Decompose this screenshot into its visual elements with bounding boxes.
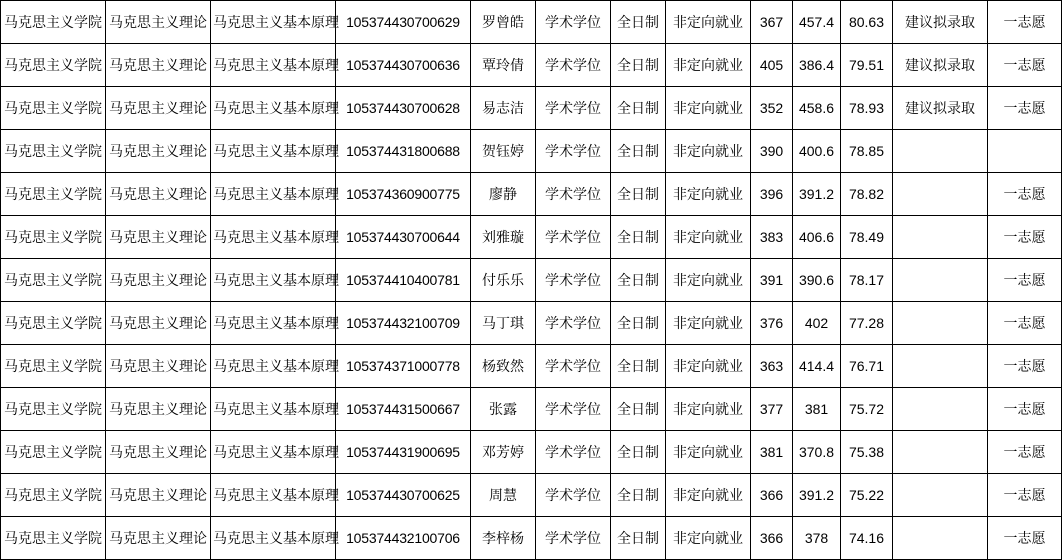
table-row <box>1 130 1062 173</box>
cell-score2: 386.4 <box>793 44 841 87</box>
cell-score1: 352 <box>751 87 793 130</box>
cell-degree-type: 学术学位 <box>536 345 611 388</box>
cell-result <box>893 431 988 474</box>
cell-score2: 457.4 <box>793 1 841 44</box>
cell-student-id: 105374431500667 <box>336 388 471 431</box>
cell-score1: 383 <box>751 216 793 259</box>
cell-name: 李梓杨 <box>471 517 536 560</box>
cell-student-id: 105374430700644 <box>336 216 471 259</box>
cell-name: 张露 <box>471 388 536 431</box>
cell-total: 78.93 <box>841 87 893 130</box>
cell-name: 贺钰婷 <box>471 130 536 173</box>
cell-total: 78.49 <box>841 216 893 259</box>
table-row <box>1 345 1062 388</box>
cell-total: 75.72 <box>841 388 893 431</box>
cell-college: 马克思主义学院 <box>1 388 106 431</box>
cell-volunteer: 一志愿 <box>988 517 1062 560</box>
cell-college: 马克思主义学院 <box>1 302 106 345</box>
cell-score1: 377 <box>751 388 793 431</box>
cell-degree-type: 学术学位 <box>536 130 611 173</box>
cell-result <box>893 259 988 302</box>
cell-score2: 400.6 <box>793 130 841 173</box>
table-row <box>1 431 1062 474</box>
table-row <box>1 259 1062 302</box>
cell-volunteer: 一志愿 <box>988 1 1062 44</box>
cell-study-mode: 全日制 <box>611 44 666 87</box>
cell-major-category: 马克思主义理论 <box>106 517 211 560</box>
cell-study-mode: 全日制 <box>611 474 666 517</box>
cell-score2: 370.8 <box>793 431 841 474</box>
cell-major: 马克思主义基本原理 <box>211 173 336 216</box>
cell-degree-type: 学术学位 <box>536 216 611 259</box>
cell-employment-type: 非定向就业 <box>666 517 751 560</box>
cell-student-id: 105374431800688 <box>336 130 471 173</box>
cell-result: 建议拟录取 <box>893 1 988 44</box>
cell-major: 马克思主义基本原理 <box>211 517 336 560</box>
table-body <box>1 1 1062 560</box>
cell-study-mode: 全日制 <box>611 431 666 474</box>
cell-study-mode: 全日制 <box>611 345 666 388</box>
cell-college: 马克思主义学院 <box>1 345 106 388</box>
table-row <box>1 173 1062 216</box>
cell-major-category: 马克思主义理论 <box>106 474 211 517</box>
cell-score1: 390 <box>751 130 793 173</box>
cell-major: 马克思主义基本原理 <box>211 259 336 302</box>
cell-score1: 391 <box>751 259 793 302</box>
cell-employment-type: 非定向就业 <box>666 130 751 173</box>
cell-employment-type: 非定向就业 <box>666 1 751 44</box>
cell-name: 覃玲倩 <box>471 44 536 87</box>
table-row <box>1 474 1062 517</box>
cell-name: 杨致然 <box>471 345 536 388</box>
cell-result <box>893 474 988 517</box>
cell-total: 80.63 <box>841 1 893 44</box>
cell-major-category: 马克思主义理论 <box>106 1 211 44</box>
cell-major: 马克思主义基本原理 <box>211 1 336 44</box>
cell-volunteer: 一志愿 <box>988 388 1062 431</box>
cell-degree-type: 学术学位 <box>536 474 611 517</box>
cell-student-id: 105374431900695 <box>336 431 471 474</box>
cell-major: 马克思主义基本原理 <box>211 216 336 259</box>
cell-score1: 366 <box>751 517 793 560</box>
cell-college: 马克思主义学院 <box>1 216 106 259</box>
cell-major: 马克思主义基本原理 <box>211 44 336 87</box>
cell-score1: 366 <box>751 474 793 517</box>
cell-employment-type: 非定向就业 <box>666 431 751 474</box>
cell-major-category: 马克思主义理论 <box>106 345 211 388</box>
cell-score1: 396 <box>751 173 793 216</box>
cell-major-category: 马克思主义理论 <box>106 431 211 474</box>
cell-student-id: 105374430700629 <box>336 1 471 44</box>
cell-major-category: 马克思主义理论 <box>106 44 211 87</box>
cell-volunteer: 一志愿 <box>988 431 1062 474</box>
cell-total: 77.28 <box>841 302 893 345</box>
cell-score2: 391.2 <box>793 173 841 216</box>
cell-degree-type: 学术学位 <box>536 173 611 216</box>
cell-major-category: 马克思主义理论 <box>106 173 211 216</box>
cell-study-mode: 全日制 <box>611 388 666 431</box>
cell-degree-type: 学术学位 <box>536 388 611 431</box>
cell-score1: 381 <box>751 431 793 474</box>
cell-student-id: 105374430700625 <box>336 474 471 517</box>
cell-result <box>893 517 988 560</box>
cell-college: 马克思主义学院 <box>1 173 106 216</box>
cell-college: 马克思主义学院 <box>1 44 106 87</box>
cell-score2: 381 <box>793 388 841 431</box>
cell-total: 75.38 <box>841 431 893 474</box>
cell-name: 刘雅璇 <box>471 216 536 259</box>
cell-major: 马克思主义基本原理 <box>211 388 336 431</box>
cell-name: 马丁琪 <box>471 302 536 345</box>
cell-employment-type: 非定向就业 <box>666 259 751 302</box>
cell-score2: 378 <box>793 517 841 560</box>
cell-major-category: 马克思主义理论 <box>106 388 211 431</box>
cell-study-mode: 全日制 <box>611 259 666 302</box>
cell-student-id: 105374432100706 <box>336 517 471 560</box>
cell-student-id: 105374371000778 <box>336 345 471 388</box>
cell-name: 易志洁 <box>471 87 536 130</box>
cell-student-id: 105374430700628 <box>336 87 471 130</box>
cell-student-id: 105374430700636 <box>336 44 471 87</box>
cell-major: 马克思主义基本原理 <box>211 345 336 388</box>
cell-major: 马克思主义基本原理 <box>211 431 336 474</box>
cell-employment-type: 非定向就业 <box>666 216 751 259</box>
cell-total: 79.51 <box>841 44 893 87</box>
cell-college: 马克思主义学院 <box>1 130 106 173</box>
cell-result <box>893 130 988 173</box>
cell-degree-type: 学术学位 <box>536 431 611 474</box>
cell-student-id: 105374360900775 <box>336 173 471 216</box>
cell-name: 周慧 <box>471 474 536 517</box>
cell-major-category: 马克思主义理论 <box>106 302 211 345</box>
cell-degree-type: 学术学位 <box>536 87 611 130</box>
cell-result <box>893 388 988 431</box>
cell-student-id: 105374410400781 <box>336 259 471 302</box>
cell-study-mode: 全日制 <box>611 216 666 259</box>
cell-study-mode: 全日制 <box>611 130 666 173</box>
cell-college: 马克思主义学院 <box>1 1 106 44</box>
cell-volunteer: 一志愿 <box>988 216 1062 259</box>
cell-name: 付乐乐 <box>471 259 536 302</box>
cell-score1: 363 <box>751 345 793 388</box>
cell-result <box>893 345 988 388</box>
cell-college: 马克思主义学院 <box>1 87 106 130</box>
cell-total: 78.17 <box>841 259 893 302</box>
cell-score1: 367 <box>751 1 793 44</box>
table-row <box>1 216 1062 259</box>
cell-study-mode: 全日制 <box>611 87 666 130</box>
cell-result: 建议拟录取 <box>893 87 988 130</box>
cell-major: 马克思主义基本原理 <box>211 474 336 517</box>
cell-total: 78.85 <box>841 130 893 173</box>
cell-volunteer: 一志愿 <box>988 173 1062 216</box>
cell-score2: 402 <box>793 302 841 345</box>
cell-score2: 458.6 <box>793 87 841 130</box>
table-row <box>1 1 1062 44</box>
cell-result <box>893 216 988 259</box>
cell-total: 78.82 <box>841 173 893 216</box>
cell-name: 罗曾皓 <box>471 1 536 44</box>
cell-employment-type: 非定向就业 <box>666 87 751 130</box>
cell-volunteer: 一志愿 <box>988 302 1062 345</box>
cell-degree-type: 学术学位 <box>536 1 611 44</box>
cell-score2: 390.6 <box>793 259 841 302</box>
cell-volunteer: 一志愿 <box>988 345 1062 388</box>
cell-study-mode: 全日制 <box>611 302 666 345</box>
cell-major: 马克思主义基本原理 <box>211 130 336 173</box>
cell-college: 马克思主义学院 <box>1 474 106 517</box>
cell-total: 75.22 <box>841 474 893 517</box>
cell-volunteer: 一志愿 <box>988 474 1062 517</box>
cell-major: 马克思主义基本原理 <box>211 302 336 345</box>
cell-degree-type: 学术学位 <box>536 517 611 560</box>
cell-major-category: 马克思主义理论 <box>106 216 211 259</box>
cell-employment-type: 非定向就业 <box>666 44 751 87</box>
cell-major-category: 马克思主义理论 <box>106 87 211 130</box>
cell-study-mode: 全日制 <box>611 517 666 560</box>
cell-degree-type: 学术学位 <box>536 44 611 87</box>
cell-score2: 406.6 <box>793 216 841 259</box>
cell-result <box>893 173 988 216</box>
cell-study-mode: 全日制 <box>611 173 666 216</box>
cell-degree-type: 学术学位 <box>536 302 611 345</box>
cell-volunteer <box>988 130 1062 173</box>
cell-volunteer: 一志愿 <box>988 259 1062 302</box>
cell-total: 74.16 <box>841 517 893 560</box>
cell-volunteer: 一志愿 <box>988 44 1062 87</box>
cell-major: 马克思主义基本原理 <box>211 87 336 130</box>
cell-score1: 376 <box>751 302 793 345</box>
cell-employment-type: 非定向就业 <box>666 173 751 216</box>
cell-score2: 391.2 <box>793 474 841 517</box>
table-row <box>1 517 1062 560</box>
cell-employment-type: 非定向就业 <box>666 302 751 345</box>
cell-result <box>893 302 988 345</box>
cell-degree-type: 学术学位 <box>536 259 611 302</box>
cell-volunteer: 一志愿 <box>988 87 1062 130</box>
cell-college: 马克思主义学院 <box>1 517 106 560</box>
cell-college: 马克思主义学院 <box>1 431 106 474</box>
cell-employment-type: 非定向就业 <box>666 388 751 431</box>
cell-name: 廖静 <box>471 173 536 216</box>
cell-employment-type: 非定向就业 <box>666 474 751 517</box>
cell-employment-type: 非定向就业 <box>666 345 751 388</box>
table-row <box>1 388 1062 431</box>
table-row <box>1 302 1062 345</box>
table-row <box>1 44 1062 87</box>
cell-major-category: 马克思主义理论 <box>106 259 211 302</box>
cell-college: 马克思主义学院 <box>1 259 106 302</box>
cell-student-id: 105374432100709 <box>336 302 471 345</box>
table-row <box>1 87 1062 130</box>
cell-score1: 405 <box>751 44 793 87</box>
cell-name: 邓芳婷 <box>471 431 536 474</box>
cell-total: 76.71 <box>841 345 893 388</box>
cell-score2: 414.4 <box>793 345 841 388</box>
cell-study-mode: 全日制 <box>611 1 666 44</box>
cell-major-category: 马克思主义理论 <box>106 130 211 173</box>
cell-result: 建议拟录取 <box>893 44 988 87</box>
